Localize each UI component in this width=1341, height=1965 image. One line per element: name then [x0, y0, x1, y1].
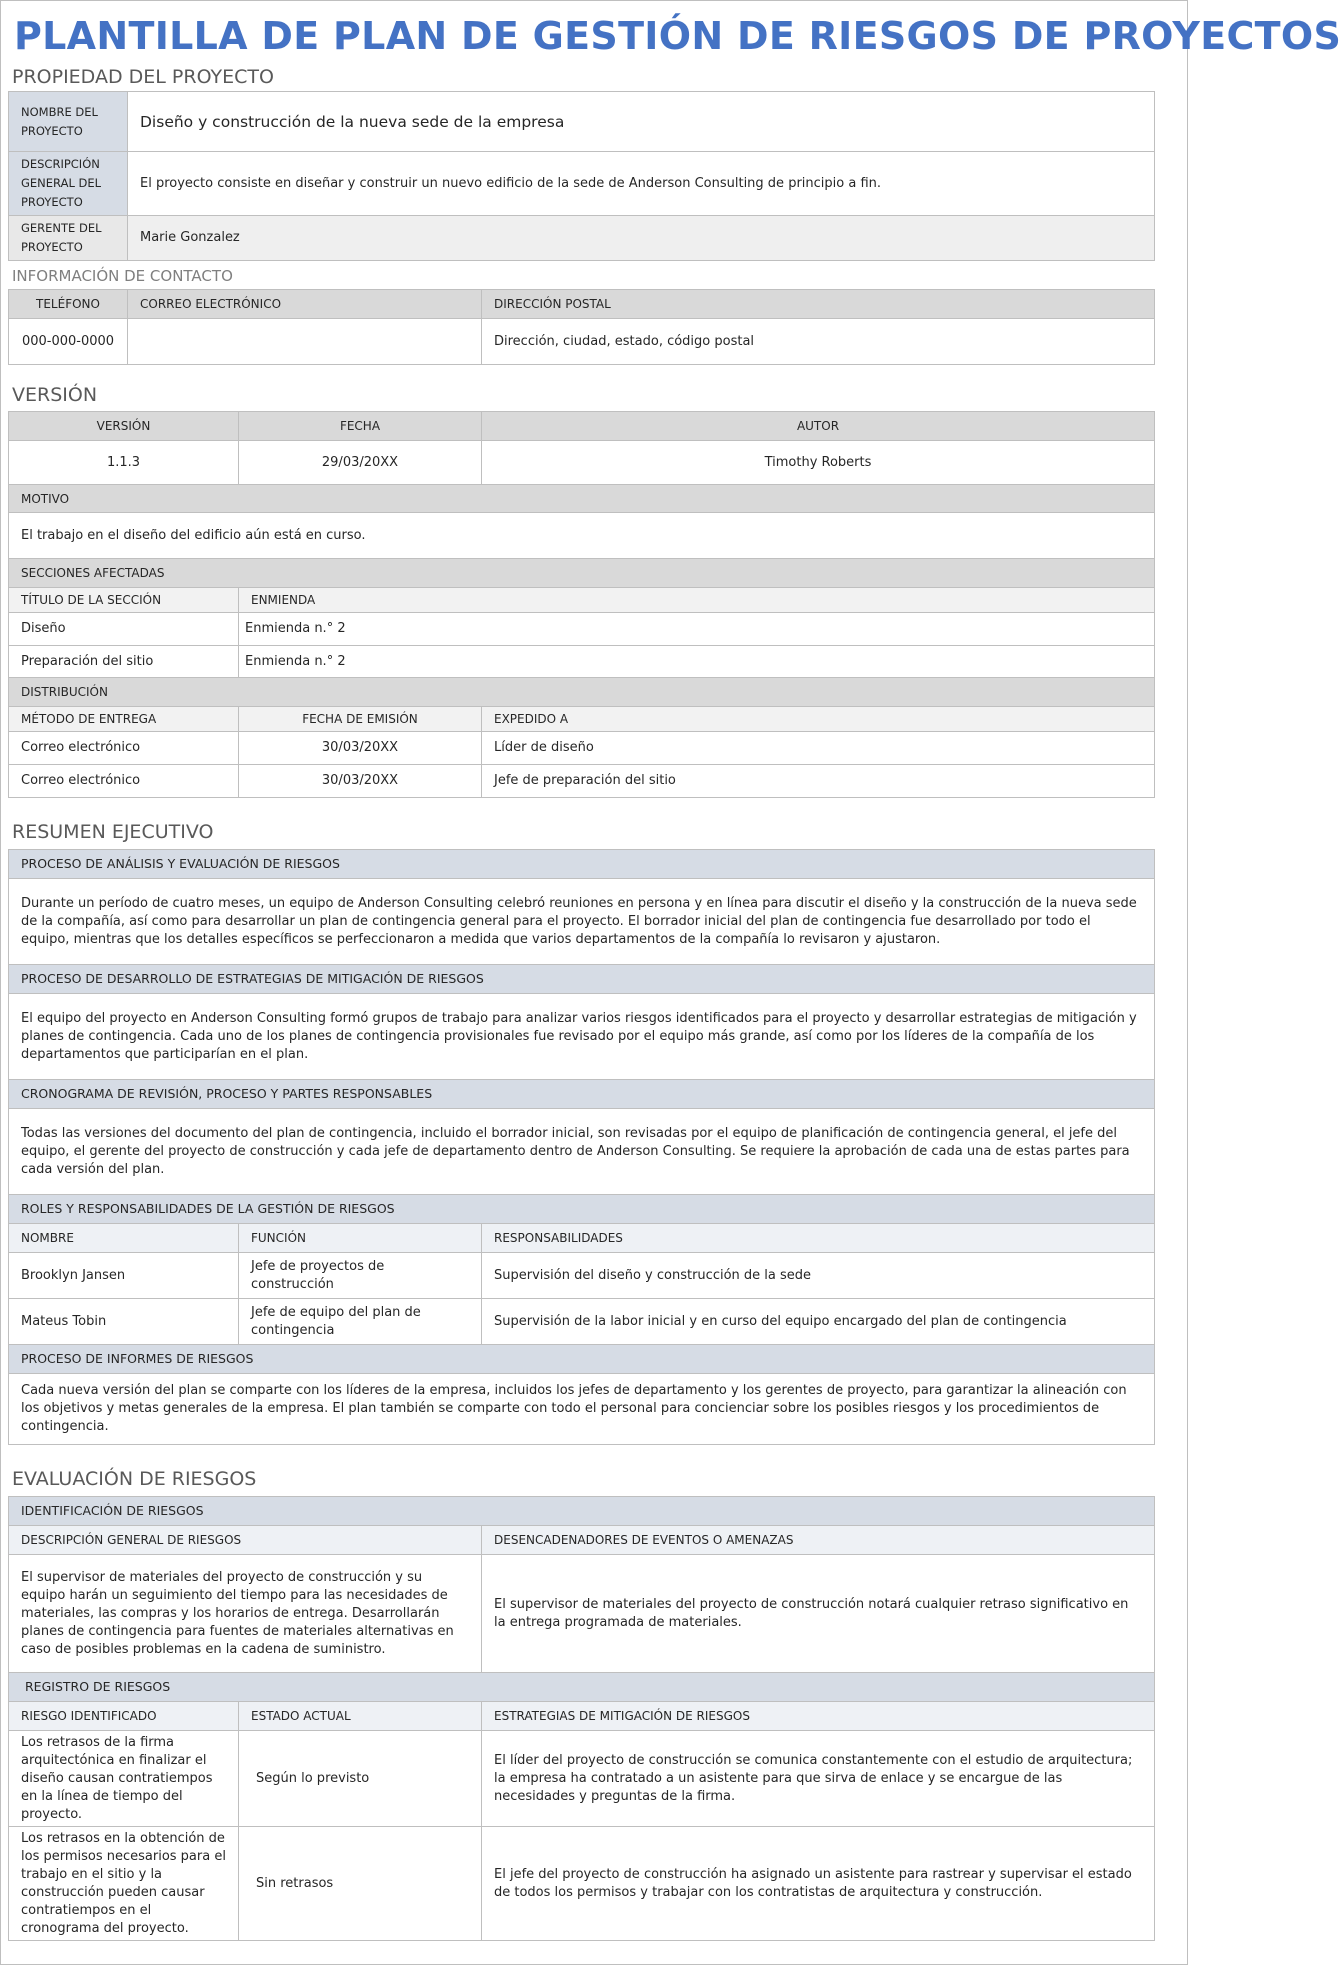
summary-heading: RESUMEN EJECUTIVO: [12, 821, 214, 843]
email-label: CORREO ELECTRÓNICO: [128, 290, 482, 319]
mitigation-label: PROCESO DE DESARROLLO DE ESTRATEGIAS DE MITIGACIÓN DE RIESGOS: [9, 965, 1155, 994]
table-row: [9, 1827, 1155, 1941]
distribution-to[interactable]: Jefe de preparación del sitio: [482, 765, 1155, 798]
status-col: ESTADO ACTUAL: [239, 1702, 482, 1731]
affected-amendment[interactable]: Enmienda n.° 2: [239, 613, 1155, 646]
role-function[interactable]: Jefe de equipo del plan de contingencia: [239, 1299, 482, 1345]
phone-value[interactable]: 000-000-0000: [9, 319, 128, 365]
register-status[interactable]: Según lo previsto: [239, 1731, 482, 1827]
strategies-col: ESTRATEGIAS DE MITIGACIÓN DE RIESGOS: [482, 1702, 1155, 1731]
project-name-value[interactable]: Diseño y construcción de la nueva sede de la empresa: [128, 92, 1155, 152]
triggers-col: DESENCADENADORES DE EVENTOS O AMENAZAS: [482, 1526, 1155, 1555]
distribution-date[interactable]: 30/03/20XX: [239, 765, 482, 798]
register-risk[interactable]: Los retrasos de la firma arquitectónica en finalizar el diseño causan contratiempos en la línea de tiempo del proyecto.: [9, 1731, 239, 1827]
contact-heading: INFORMACIÓN DE CONTACTO: [12, 267, 233, 285]
email-value[interactable]: [128, 319, 482, 365]
project-desc-label: DESCRIPCIÓN GENERAL DEL PROYECTO: [9, 152, 128, 216]
register-status[interactable]: Sin retrasos: [239, 1827, 482, 1941]
table-row: [9, 613, 1155, 646]
function-col: FUNCIÓN: [239, 1224, 482, 1253]
project-desc-value[interactable]: El proyecto consiste en diseñar y construir un nuevo edificio de la sede de Anderson Consulting de principio a fin.: [128, 152, 1155, 216]
schedule-label: CRONOGRAMA DE REVISIÓN, PROCESO Y PARTES RESPONSABLES: [9, 1080, 1155, 1109]
table-row: [9, 646, 1155, 678]
resp-col: RESPONSABILIDADES: [482, 1224, 1155, 1253]
version-table: [8, 411, 1155, 798]
reason-value[interactable]: El trabajo en el diseño del edificio aún está en curso.: [9, 513, 1155, 559]
mitigation-text[interactable]: El equipo del proyecto en Anderson Consulting formó grupos de trabajo para analizar varios riesgos identificados para el proyecto y desarrollar estrategias de mitigación y planes de contingencia. Cada uno de los planes de contingencia provisionales fue revisado por el equipo más grande, así como por los líderes de la compañía de los departamentos que participarían en el plan.: [9, 994, 1155, 1080]
distribution-label: DISTRIBUCIÓN: [9, 678, 1155, 707]
table-row: [9, 1731, 1155, 1827]
contact-table: [8, 289, 1155, 365]
affected-label: SECCIONES AFECTADAS: [9, 559, 1155, 588]
overview-text[interactable]: El supervisor de materiales del proyecto de construcción y su equipo harán un seguimiento del tiempo para las necesidades de materiales, las compras y los horarios de entrega. Desarrollarán planes de contingencia para fuentes de materiales alternativas en caso de posibles problemas en la cadena de suministro.: [9, 1555, 482, 1673]
issue-date-label: FECHA DE EMISIÓN: [239, 707, 482, 732]
version-heading: VERSIÓN: [12, 384, 98, 406]
distribution-date[interactable]: 30/03/20XX: [239, 732, 482, 765]
affected-section[interactable]: Preparación del sitio: [9, 646, 239, 678]
register-strategy[interactable]: El jefe del proyecto de construcción ha asignado un asistente para rastrear y supervisar el estado de todos los permisos y trabajar con los contratistas de arquitectura y construcción.: [482, 1827, 1155, 1941]
table-row: [9, 765, 1155, 798]
distribution-method[interactable]: Correo electrónico: [9, 765, 239, 798]
register-risk[interactable]: Los retrasos en la obtención de los permisos necesarios para el trabajo en el sitio y la construcción pueden causar contratiempos en el cronograma del proyecto.: [9, 1827, 239, 1941]
project-name-label: NOMBRE DEL PROYECTO: [9, 92, 128, 152]
phone-label: TELÉFONO: [9, 290, 128, 319]
issued-to-label: EXPEDIDO A: [482, 707, 1155, 732]
identified-col: RIESGO IDENTIFICADO: [9, 1702, 239, 1731]
version-value[interactable]: 1.1.3: [9, 441, 239, 485]
risk-table: [8, 1496, 1155, 1941]
role-name[interactable]: Mateus Tobin: [9, 1299, 239, 1345]
page-title: PLANTILLA DE PLAN DE GESTIÓN DE RIESGOS DE PROYECTOS: [14, 14, 1341, 58]
name-col: NOMBRE: [9, 1224, 239, 1253]
identification-label: IDENTIFICACIÓN DE RIESGOS: [9, 1497, 1155, 1526]
affected-section[interactable]: Diseño: [9, 613, 239, 646]
affected-amendment[interactable]: Enmienda n.° 2: [239, 646, 1155, 678]
analysis-label: PROCESO DE ANÁLISIS Y EVALUACIÓN DE RIESGOS: [9, 850, 1155, 879]
table-row: [9, 1299, 1155, 1345]
author-label: AUTOR: [482, 412, 1155, 441]
risk-heading: EVALUACIÓN DE RIESGOS: [12, 1468, 257, 1490]
role-name[interactable]: Brooklyn Jansen: [9, 1253, 239, 1299]
date-value[interactable]: 29/03/20XX: [239, 441, 482, 485]
project-heading: PROPIEDAD DEL PROYECTO: [12, 66, 274, 88]
roles-label: ROLES Y RESPONSABILIDADES DE LA GESTIÓN DE RIESGOS: [9, 1195, 1155, 1224]
amendment-label: ENMIENDA: [239, 588, 1155, 613]
version-label: VERSIÓN: [9, 412, 239, 441]
distribution-method[interactable]: Correo electrónico: [9, 732, 239, 765]
reason-label: MOTIVO: [9, 485, 1155, 513]
role-function[interactable]: Jefe de proyectos de construcción: [239, 1253, 482, 1299]
triggers-text[interactable]: El supervisor de materiales del proyecto de construcción notará cualquier retraso significativo en la entrega programada de materiales.: [482, 1555, 1155, 1673]
overview-col: DESCRIPCIÓN GENERAL DE RIESGOS: [9, 1526, 482, 1555]
author-value[interactable]: Timothy Roberts: [482, 441, 1155, 485]
register-label: REGISTRO DE RIESGOS: [9, 1673, 1155, 1702]
method-label: MÉTODO DE ENTREGA: [9, 707, 239, 732]
project-table: [8, 91, 1155, 261]
table-row: [9, 1253, 1155, 1299]
reporting-label: PROCESO DE INFORMES DE RIESGOS: [9, 1345, 1155, 1374]
address-value[interactable]: Dirección, ciudad, estado, código postal: [482, 319, 1155, 365]
register-strategy[interactable]: El líder del proyecto de construcción se comunica constantemente con el estudio de arquitectura; la empresa ha contratado a un asistente para que sirva de enlace y se encargue de las necesidades y preguntas de la firma.: [482, 1731, 1155, 1827]
summary-table: [8, 849, 1155, 1445]
table-row: [9, 732, 1155, 765]
project-manager-value[interactable]: Marie Gonzalez: [128, 216, 1155, 261]
reporting-text[interactable]: Cada nueva versión del plan se comparte con los líderes de la empresa, incluidos los jefes de departamento y los gerentes de proyecto, para garantizar la alineación con los objetivos y metas generales de la empresa. El plan también se comparte con todo el personal para concienciar sobre los posibles riesgos y los procedimientos de contingencia.: [9, 1374, 1155, 1445]
role-resp[interactable]: Supervisión de la labor inicial y en curso del equipo encargado del plan de contingencia: [482, 1299, 1155, 1345]
distribution-to[interactable]: Líder de diseño: [482, 732, 1155, 765]
address-label: DIRECCIÓN POSTAL: [482, 290, 1155, 319]
schedule-text[interactable]: Todas las versiones del documento del plan de contingencia, incluido el borrador inicial, son revisadas por el equipo de planificación de contingencia general, el jefe del equipo, el gerente del proyecto de construcción y cada jefe de departamento dentro de Anderson Consulting. Se requiere la aprobación de cada una de estas partes para cada versión del plan.: [9, 1109, 1155, 1195]
role-resp[interactable]: Supervisión del diseño y construcción de la sede: [482, 1253, 1155, 1299]
section-title-label: TÍTULO DE LA SECCIÓN: [9, 588, 239, 613]
date-label: FECHA: [239, 412, 482, 441]
analysis-text[interactable]: Durante un período de cuatro meses, un equipo de Anderson Consulting celebró reuniones en persona y en línea para discutir el diseño y la construcción de la nueva sede de la compañía, así como para desarrollar un plan de contingencia general para el proyecto. El borrador inicial del plan de contingencia fue desarrollado por todo el equipo, mientras que los detalles específicos se perfeccionaron a medida que varios departamentos de la compañía lo revisaron y ajustaron.: [9, 879, 1155, 965]
project-manager-label: GERENTE DEL PROYECTO: [9, 216, 128, 261]
